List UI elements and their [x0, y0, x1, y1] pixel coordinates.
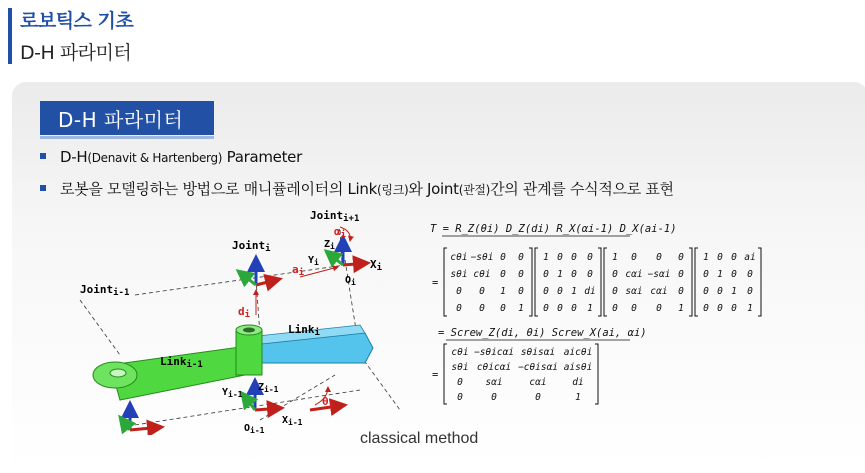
matrix-cell: 0 — [557, 303, 563, 315]
header-accent-bar — [8, 8, 12, 64]
matrix-cell: aicθi — [563, 346, 593, 358]
matrix-cell: 1 — [703, 252, 709, 264]
section-tag: D-H 파라미터 — [40, 101, 214, 135]
label-joint-i-minus-1: Jointi-1 — [80, 283, 130, 298]
matrix-cell: 0 — [543, 303, 549, 315]
label-di: di — [238, 305, 251, 320]
equation-transform: T = R_Z(θi) D_Z(di) R_X(αi-1) D_X(ai-1) — [430, 223, 677, 235]
matrix-rx — [604, 248, 692, 316]
matrix-cell: 0 — [612, 269, 618, 281]
matrix-cell: 0 — [518, 269, 524, 281]
matrix-cell: −sθicαi — [473, 346, 515, 358]
matrix-cell: 0 — [543, 269, 549, 281]
matrix-cell: 0 — [731, 303, 737, 315]
matrix-cell: 1 — [543, 252, 549, 264]
matrix-cell: 0 — [747, 286, 753, 298]
label-link-i: Linki — [288, 323, 320, 338]
matrix-cell: 0 — [717, 303, 723, 315]
matrix-cell: 0 — [491, 391, 497, 403]
matrix-cell: 0 — [518, 286, 524, 298]
matrix-cell: di — [572, 376, 584, 388]
matrix-cell: ai — [744, 252, 756, 264]
bullet-icon — [40, 153, 46, 159]
matrix-result — [444, 344, 598, 404]
label-xi: Xi — [370, 258, 383, 273]
matrix-cell: 0 — [631, 303, 637, 315]
matrix-cell: 0 — [631, 252, 637, 264]
matrix-cell: 0 — [456, 286, 462, 298]
matrix-cell: 0 — [457, 391, 463, 403]
matrix-cell: 0 — [703, 303, 709, 315]
matrix-cell: 0 — [557, 286, 563, 298]
matrix-cell: sαi — [485, 376, 503, 388]
bullet-item: D-H(Denavit & Hartenberg) Parameter — [40, 148, 302, 166]
matrix-cell: cθi — [450, 252, 468, 264]
matrix-cell: 0 — [731, 269, 737, 281]
matrix-cell: 0 — [479, 303, 485, 315]
matrix-rz — [444, 248, 532, 316]
label-theta: θi — [322, 395, 335, 410]
matrix-cell: 1 — [717, 269, 723, 281]
matrix-cell: cθicαi — [476, 361, 512, 373]
label-oi-minus-1: $O_{i-1}$ — [244, 423, 265, 435]
matrix-cell: 0 — [678, 286, 684, 298]
matrix-cell: 0 — [571, 252, 577, 264]
matrix-cell: 0 — [500, 303, 506, 315]
matrix-cell: sθi — [451, 361, 469, 373]
matrix-cell: 0 — [717, 252, 723, 264]
matrix-cell: 0 — [557, 252, 563, 264]
matrix-cell: cαi — [650, 286, 668, 298]
matrix-cell: 1 — [612, 252, 618, 264]
matrix-cell: −cθisαi — [517, 361, 559, 373]
matrix-cell: 1 — [575, 391, 581, 403]
bullet-icon — [40, 185, 46, 191]
dh-equations — [430, 218, 860, 420]
svg-text:=: = — [432, 277, 439, 289]
matrix-cell: 0 — [500, 269, 506, 281]
matrix-cell: 1 — [747, 303, 753, 315]
matrix-cell: aisθi — [563, 361, 593, 373]
equation-screw: = Screw_Z(di, θi) Screw_X(ai, αi) — [438, 327, 647, 339]
matrix-cell: 0 — [587, 252, 593, 264]
matrix-cell: 1 — [518, 303, 524, 315]
label-ai: ai — [292, 263, 305, 278]
matrix-cell: sαi — [625, 286, 643, 298]
matrix-cell: 0 — [703, 286, 709, 298]
matrix-cell: cαi — [529, 376, 547, 388]
matrix-cell: −sθi — [470, 252, 494, 264]
matrix-dx — [695, 248, 761, 316]
matrix-cell: 1 — [678, 303, 684, 315]
matrix-cell: 0 — [717, 286, 723, 298]
matrix-cell: 0 — [656, 252, 662, 264]
matrix-cell: sθi — [450, 269, 468, 281]
matrix-cell: 0 — [678, 269, 684, 281]
matrix-cell: 0 — [587, 269, 593, 281]
matrix-cell: cαi — [625, 269, 643, 281]
matrix-cell: 0 — [703, 269, 709, 281]
matrix-cell: 1 — [571, 286, 577, 298]
matrix-cell: 0 — [518, 252, 524, 264]
matrix-cell: 0 — [457, 376, 463, 388]
matrix-cell: cθi — [473, 269, 491, 281]
matrix-cell: −sαi — [647, 269, 671, 281]
matrix-cell: sθisαi — [520, 346, 556, 358]
matrix-cell: 0 — [571, 269, 577, 281]
matrix-dz — [535, 248, 601, 316]
matrix-cell: 0 — [535, 391, 541, 403]
label-zi: $Z_i$ — [324, 239, 335, 251]
label-link-i-minus-1: Linki-1 — [160, 355, 203, 370]
label-yi: $Y_i$ — [308, 255, 319, 267]
page-title: 로보틱스 기초 — [20, 10, 134, 32]
bullet-item: 로봇을 모델링하는 방법으로 매니퓰레이터의 Link(링크)와 Joint(관절)간의 관계를 수식적으로 표현 — [40, 178, 674, 199]
matrix-cell: cθi — [451, 346, 469, 358]
matrix-cell: 0 — [612, 286, 618, 298]
matrix-cell: 0 — [543, 286, 549, 298]
page-subtitle: D-H 파라미터 — [20, 42, 132, 64]
matrix-cell: 0 — [656, 303, 662, 315]
label-xi-minus-1: $X_{i-1}$ — [282, 415, 303, 427]
matrix-cell: 1 — [587, 303, 593, 315]
matrix-cell: 0 — [500, 252, 506, 264]
label-alpha: αi — [334, 225, 347, 240]
matrix-cell: 1 — [731, 286, 737, 298]
matrix-cell: di — [584, 286, 596, 298]
matrix-cell: 0 — [747, 269, 753, 281]
dh-diagram — [60, 205, 420, 435]
matrix-cell: 0 — [612, 303, 618, 315]
label-joint-i: Jointi — [232, 239, 271, 254]
label-yi-minus-1: $Y_{i-1}$ — [222, 387, 243, 399]
caption: classical method — [360, 430, 479, 447]
matrix-cell: 0 — [678, 252, 684, 264]
matrix-cell: 0 — [479, 286, 485, 298]
svg-text:=: = — [432, 369, 439, 381]
matrix-cell: 1 — [500, 286, 506, 298]
label-zi-minus-1: $Z_{i-1}$ — [258, 382, 279, 394]
matrix-cell: 1 — [557, 269, 563, 281]
matrix-cell: 0 — [731, 252, 737, 264]
label-oi: $O_i$ — [345, 275, 356, 287]
matrix-cell: 0 — [571, 303, 577, 315]
label-joint-i-plus-1: Jointi+1 — [310, 209, 360, 224]
matrix-cell: 0 — [456, 303, 462, 315]
